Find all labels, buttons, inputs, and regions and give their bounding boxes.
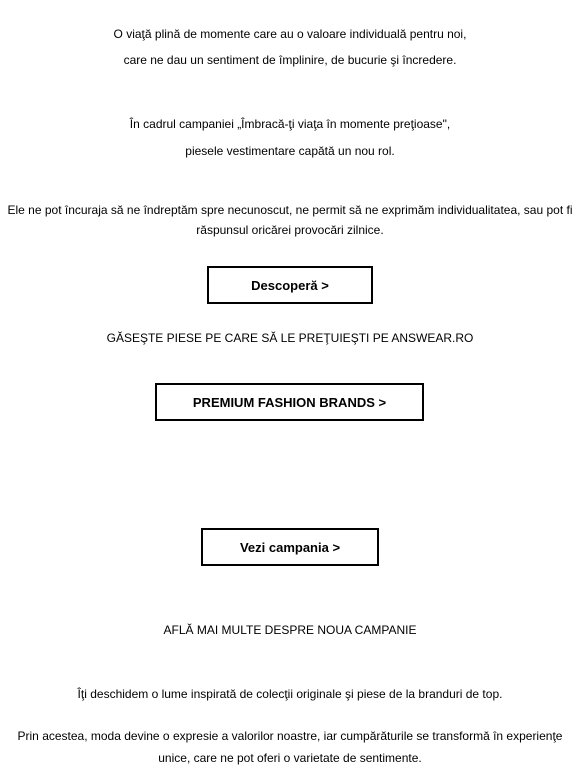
premium-fashion-brands-button[interactable]: PREMIUM FASHION BRANDS >: [155, 383, 424, 421]
world-text: Îţi deschidem o lume inspirată de colecţii originale şi piese de la branduri de top.: [77, 687, 503, 701]
encourage-line-2: răspunsul oricărei provocări zilnice.: [196, 223, 384, 237]
campaign-line-1: În cadrul campaniei „Îmbracă-ţi viaţa în momente preţioase",: [129, 117, 451, 131]
learn-more-text: AFLĂ MAI MULTE DESPRE NOUA CAMPANIE: [163, 623, 417, 637]
fashion-line-2: unice, care ne pot oferi o varietate de sentimente.: [158, 751, 422, 765]
discover-button[interactable]: Descoperă >: [207, 266, 373, 304]
find-pieces-text: GĂSEŞTE PIESE PE CARE SĂ LE PREŢUIEŞTI PE ANSWEAR.RO: [106, 331, 474, 345]
intro-line-2: care ne dau un sentiment de împlinire, de bucurie şi încredere.: [123, 53, 457, 67]
encourage-line-1: Ele ne pot încuraja să ne îndreptăm spre necunoscut, ne permit să ne exprimăm individualitatea, sau pot fi: [7, 203, 573, 217]
view-campaign-button[interactable]: Vezi campania >: [201, 528, 379, 566]
campaign-line-2: piesele vestimentare capătă un nou rol.: [185, 144, 395, 158]
fashion-line-1: Prin acestea, moda devine o expresie a valorilor noastre, iar cumpărăturile se transformă în experienţe: [17, 729, 563, 743]
intro-line-1: O viaţă plină de momente care au o valoare individuală pentru noi,: [113, 27, 467, 41]
